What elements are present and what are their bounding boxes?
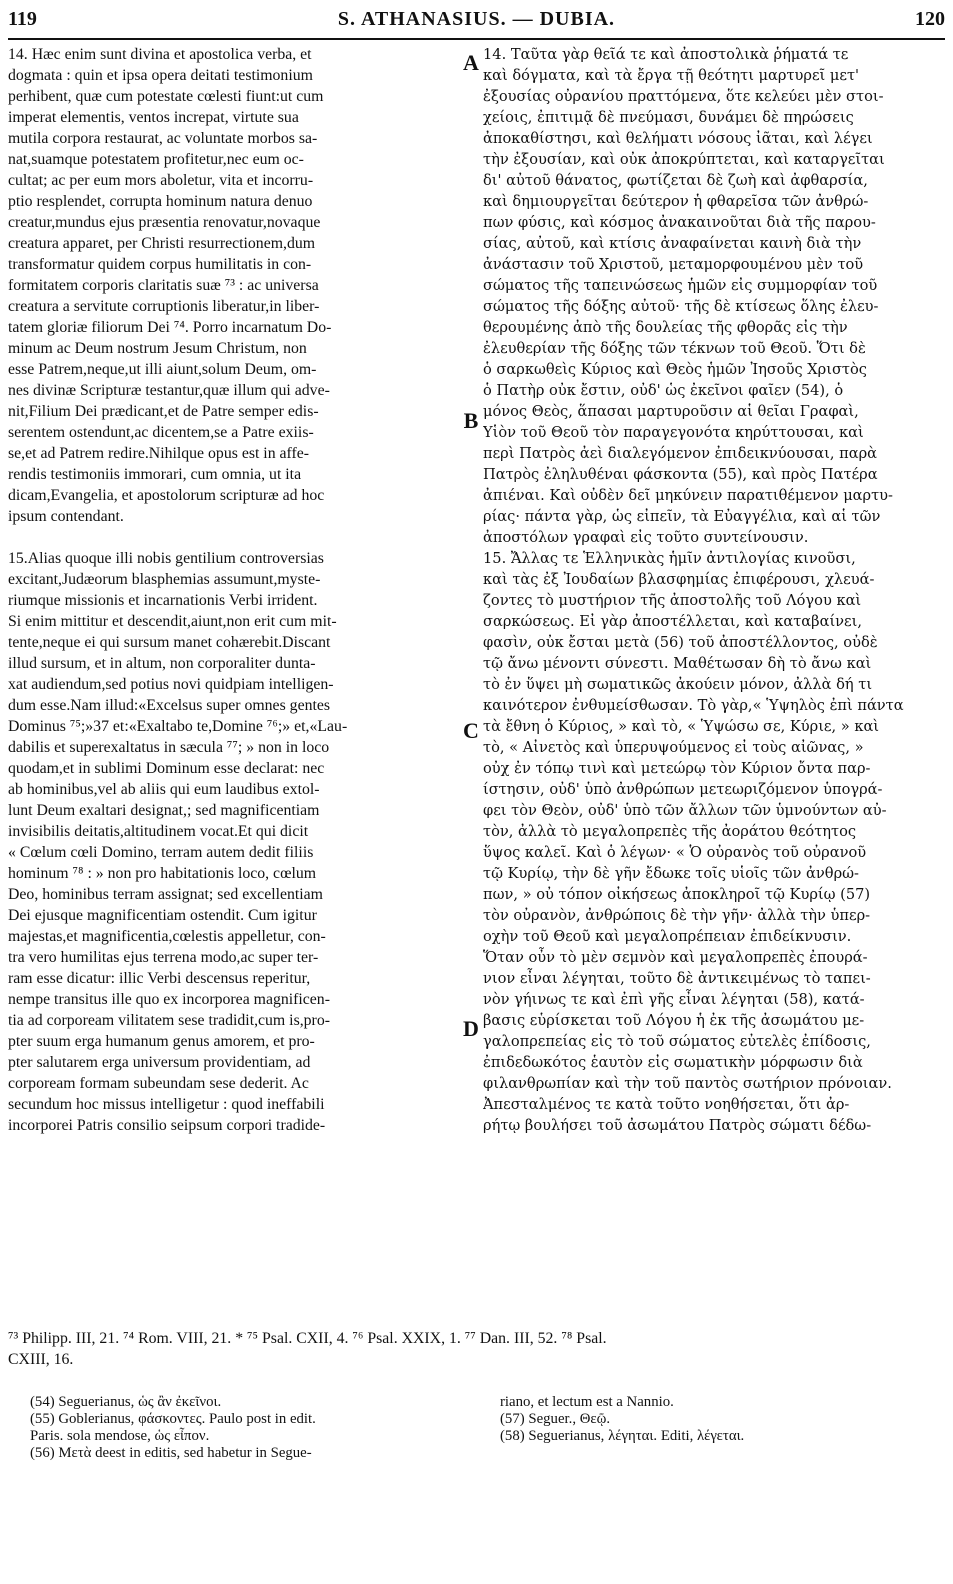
greek-text-line: θερουμένης ἀπὸ τῆς δουλείας τῆς φθορᾶς εἰς τὴν [483, 319, 848, 336]
latin-text-line: dicam,Evangelia, et apostolorum scripturæ ad hoc [8, 487, 325, 504]
greek-text-line: καὶ τὰς ἐξ Ἰουδαίων βλασφημίας ἐπιφέρουσι, χλευά- [483, 571, 875, 588]
margin-letter-a: A [463, 50, 479, 75]
greek-text-line: καινότερον ἐνθυμείσθωσαν. Τὸ γὰρ,« Ὑψηλὸς ἐπὶ πάντα [483, 697, 904, 714]
greek-text-line: ἐξουσίας οὐρανίου πραττόμενα, ὅτε κελεύει μὲν στοι- [483, 88, 884, 105]
running-title: S. ATHANASIUS. — DUBIA. [337, 8, 616, 30]
latin-text-line: ab hominibus,vel ab aliis qui eum laudibus extol- [8, 781, 320, 798]
latin-text-line: tra vero humilitas ejus terrena modo,ac super ter- [8, 949, 319, 966]
latin-text-line: invisibilis deitatis,altitudinem vocat.Et qui dicit [8, 823, 309, 840]
margin-letter-c: C [463, 718, 479, 743]
greek-text-line: μόνος Θεὸς, ἅπασαι μαρτυροῦσιν αἱ θεῖαι Γραφαὶ, [483, 403, 859, 420]
footnote-ref-line: CXIII, 16. [8, 1351, 74, 1368]
latin-text-line: ipsum contendant. [8, 508, 124, 525]
greek-text-line: τὴν ἐξουσίαν, καὶ οὐκ ἀποκρύπτεται, καὶ καταργεῖται [483, 151, 885, 168]
greek-text-line: νιον εἶναι λέγηται, τοῦτο δὲ ἀντικειμένως τὸ ταπει- [483, 970, 871, 987]
greek-text-line: ὁ σαρκωθεὶς Κύριος καὶ Θεὸς ἡμῶν Ἰησοῦς Χριστὸς [483, 361, 867, 378]
latin-text-line: creatura apparet, per Christi resurrectionem,dum [8, 235, 316, 252]
footnote-references [8, 1328, 945, 1370]
latin-text-line: excitant,Judæorum blasphemias assumunt,myste- [8, 571, 321, 588]
latin-text-line: creatura a servitute corruptionis liberatur,in liber- [8, 298, 320, 315]
latin-column [8, 44, 460, 1136]
greek-text-line: τὸ ἐν ὕψει μὴ σωματικῶς ἀκούειν μόνον, ἀλλὰ δή τι [483, 676, 873, 693]
greek-text-line: πων φύσις, καὶ κόσμος ἀνακαινοῦται διὰ τῆς παρου- [483, 214, 876, 231]
latin-text-line: dum esse.Nam illud:«Excelsus super omnes gentes [8, 697, 331, 714]
greek-text-line: σίας, αὐτοῦ, καὶ κτίσις ἀναφαίνεται καινὴ διὰ τὴν [483, 235, 862, 252]
latin-text-line: cultat; ac per eum mors aboletur, vita et incorru- [8, 172, 314, 189]
latin-text-line: Si enim mittitur et descendit,aiunt,non erit cum mit- [8, 613, 337, 630]
latin-text-line [8, 527, 460, 548]
header-rule [8, 38, 945, 40]
latin-text-line: Deo, hominibus terram assignat; sed excellentiam [8, 886, 323, 903]
latin-text-line: corpoream formam subeundam sese dederit. Ac [8, 1075, 309, 1092]
greek-text-line: ρίας· πάντα γὰρ, ὡς εἰπεῖν, τὰ Εὐαγγέλια, καὶ αἱ τῶν [483, 508, 881, 525]
greek-text-line: 15. Ἄλλας τε Ἑλληνικὰς ἡμῖν ἀντιλογίας κινοῦσι, [483, 550, 856, 567]
greek-text-line: ζοντες τὸ μυστήριον τῆς ἀποστολῆς τοῦ Λόγου καὶ [483, 592, 862, 609]
latin-text-line: riumque missionis et incarnationis Verbi irrident. [8, 592, 318, 609]
latin-text-line: lunt Deum exaltari designat,; sed magnificentiam [8, 802, 320, 819]
note-line: (54) Seguerianus, ὡς ἂν ἐκεῖνοι. [30, 1394, 222, 1410]
greek-text-line: τὰ ἔθνη ὁ Κύριος, » καὶ τὸ, « Ὑψώσω σε, Κύριε, » καὶ [483, 718, 880, 735]
latin-text-line: serentem ostendunt,ac dicentem,se a Patre exiis- [8, 424, 314, 441]
greek-text-line: τὸν, ἀλλὰ τὸ μεγαλοπρεπὲς τῆς ἀοράτου θεότητος [483, 823, 857, 840]
latin-text-line: hominum ⁷⁸ : » non pro habitationis loco, cœlum [8, 865, 317, 882]
latin-text-line: secundum hoc missus intelligetur : quod ineffabili [8, 1096, 325, 1113]
greek-text-line: ρήτῳ βουλήσει τοῦ ἀσωμάτου Πατρὸς σώματι δέδω- [483, 1117, 872, 1134]
greek-text-line: νὸν γήινως τε καὶ ἐπὶ γῆς εἶναι λέγηται (58), κατά- [483, 991, 865, 1008]
latin-text-line: transformatur quidem corpus humilitatis in con- [8, 256, 312, 273]
latin-text-line: Dei ejusque magnificentiam ostendit. Cum igitur [8, 907, 317, 924]
greek-text-line: δι' αὐτοῦ θάνατος, φωτίζεται δὲ ζωὴ καὶ ἀφθαρσία, [483, 172, 868, 189]
greek-text-line: οχὴν τοῦ Θεοῦ καὶ μεγαλοπρέπειαν ἐπιδείκνυσιν. [483, 928, 852, 945]
greek-text-line: Ὅταν οὖν τὸ μὲν σεμνὸν καὶ μεγαλοπρεπὲς ἐπουρά- [483, 949, 868, 966]
page-number-left: 119 [8, 8, 37, 30]
latin-text-line: tatem gloriæ filiorum Dei ⁷⁴. Porro incarnatum Do- [8, 319, 332, 336]
greek-text-line: τὸν οὐρανὸν, ἀνθρώποις δὲ τὴν γῆν· ἀλλὰ τὴν ὑπερ- [483, 907, 871, 924]
latin-text-line: majestas,et magnificentia,cœlestis appelletur, con- [8, 928, 326, 945]
margin-letter-d: D [463, 1016, 479, 1041]
greek-text-line: Πατρὸς ἐληλυθέναι φάσκοντα (55), καὶ πρὸς Πατέρα [483, 466, 878, 483]
greek-text-line: βασις εὑρίσκεται τοῦ Λόγου ἡ ἐκ τῆς ἀσωμάτου με- [483, 1012, 865, 1029]
running-header [8, 8, 945, 34]
greek-text-line: ίστησιν, οὐδ' ὑπὸ ἀνθρώπων μετεωριζόμενον ὑπογρά- [483, 781, 883, 798]
greek-text-line: σώματος τῆς ταπεινώσεως ἡμῶν εἰς συμμορφίαν τοῦ [483, 277, 878, 294]
page-number-right: 120 [915, 8, 945, 30]
latin-text-line: Dominus ⁷⁵;»37 et:«Exaltabo te,Domine ⁷⁶;» et,«Lau- [8, 718, 348, 735]
greek-text-line: γαλοπρεπείας εἰς τὸ τοῦ σώματος εὐτελὲς ἐπίδοσις, [483, 1033, 871, 1050]
latin-text-line: quodam,et in sublimi Dominum esse declarat: nec [8, 760, 325, 777]
greek-text-line: ἀνάστασιν τοῦ Χριστοῦ, μεταμορφουμένου μὲν τοῦ [483, 256, 864, 273]
greek-text-line: Ἀπεσταλμένος τε κατὰ τοῦτο νοηθήσεται, ὅτι ἀρ- [483, 1096, 850, 1113]
note-line: (56) Μετὰ deest in editis, sed habetur in Segue- [30, 1445, 312, 1461]
latin-text-line: se,et ad Patrem redire.Nihilque opus est in affe- [8, 445, 310, 462]
latin-text-line: xat audiendum,sed potius novi quidpiam intelligen- [8, 676, 334, 693]
greek-text-line: σώματος τῆς δόξης αὐτοῦ· τῆς δὲ κτίσεως ὅλης ἐλευ- [483, 298, 879, 315]
greek-text-line: σαρκώσεως. Εἰ γὰρ ἀποστέλλεται, καὶ καταβαίνει, [483, 613, 862, 630]
greek-text-line: φασὶν, οὐκ ἔσται μετὰ (56) τοῦ ἀποστέλλοντος, οὐδὲ [483, 634, 878, 651]
greek-text-line: τῷ ἄνω μένοντι σύνεστι. Μαθέτωσαν δὴ τὸ ἄνω καὶ [483, 655, 872, 672]
latin-text-line: dabilis et superexaltatus in sæcula ⁷⁷; » non in loco [8, 739, 330, 756]
greek-text-line: ὁ Πατὴρ οὐκ ἔστιν, οὐδ' ὡς ἐκεῖνοι φαῖεν (54), ὁ [483, 382, 844, 399]
latin-text-line: mutila corpora restaurat, ac voluntate morbos sa- [8, 130, 318, 147]
latin-text-line: tia ad corpoream vilitatem sese tradidit,cum is,pro- [8, 1012, 330, 1029]
latin-text-line: nempe transitus ille quo ex incorporea magnificen- [8, 991, 330, 1008]
latin-text-line: creatur,mundus ejus præsentia renovatur,novaque [8, 214, 321, 231]
latin-text-line: rendis testimoniis immorari, cum omnia, ut ita [8, 466, 302, 483]
greek-text-line: ἀπιέναι. Καὶ οὐδὲν δεῖ μηκύνειν παρατιθέμενον μαρτυ- [483, 487, 893, 504]
greek-text-line: πων, » οὐ τόπον οἰκήσεως ἀποκληροῖ τῷ Κυρίῳ (57) [483, 886, 871, 903]
footnote-ref-line: ⁷³ Philipp. III, 21. ⁷⁴ Rom. VIII, 21. * ⁷⁵ Psal. CXII, 4. ⁷⁶ Psal. XXIX, 1. ⁷⁷ Dan. III, 52. ⁷⁸ Psal. [8, 1330, 607, 1347]
critical-notes-left [30, 1394, 470, 1462]
latin-text-line: formitatem corporis claritatis suæ ⁷³ : ac universa [8, 277, 319, 294]
latin-text-line: nat,suamque potestatem profitetur,nec eum oc- [8, 151, 304, 168]
greek-text-line: φιλανθρωπίαν καὶ τὴν τοῦ παντὸς σωτήριον πρόνοιαν. [483, 1075, 892, 1092]
greek-text-line: ἀποστόλων γραφαὶ εἰς τοῦτο συντείνουσιν. [483, 529, 809, 546]
greek-text-line: τὸ, « Αἰνετὸς καὶ ὑπερυψούμενος εἰ τοὺς αἰῶνας, » [483, 739, 864, 756]
latin-text-line: pter suum erga humanum genus amorem, et pro- [8, 1033, 315, 1050]
latin-text-line: minum ac Deum nostrum Jesum Christum, non [8, 340, 307, 357]
greek-text-line: ἐλευθερίαν τῆς δόξης τῶν τέκνων τοῦ Θεοῦ. Ὅτι δὲ [483, 340, 866, 357]
latin-text-line: tente,neque ei qui sursum manet cohærebit.Discant [8, 634, 331, 651]
greek-text-line: ἐπιδεδωκότος ἑαυτὸν εἰς σωματικὴν μόρφωσιν διὰ [483, 1054, 863, 1071]
latin-text-line: dogmata : quin et ipsa opera deitati testimonium [8, 67, 313, 84]
latin-text-line: ptio resplendet, corrupta hominum natura denuo [8, 193, 313, 210]
latin-text-line: incorporei Patris consilio seipsum corpori tradide- [8, 1117, 326, 1134]
latin-text-line: nes divinæ Scripturæ testantur,quæ illum qui adve- [8, 382, 330, 399]
critical-notes-right [500, 1394, 940, 1445]
latin-text-line: esse Patrem,neque,ut illi aiunt,solum Deum, om- [8, 361, 317, 378]
latin-text-line: pter salutarem erga universum providentiam, ad [8, 1054, 311, 1071]
latin-text-line: « Cœlum cœli Domino, terram autem dedit filiis [8, 844, 314, 861]
latin-text-line: imperat elementis, ventos increpat, virtute sua [8, 109, 299, 126]
note-line: (58) Seguerianus, λέγηται. Editi, λέγεται. [500, 1428, 745, 1444]
latin-text-line: nit,Filium Dei prædicant,et de Patre semper edis- [8, 403, 319, 420]
note-line: Paris. sola mendose, ὡς εἶπον. [30, 1428, 210, 1444]
latin-text-line: 14. Hæc enim sunt divina et apostolica verba, et [8, 46, 312, 63]
greek-text-line: καὶ δόγματα, καὶ τὰ ἔργα τῇ θεότητι μαρτυρεῖ μετ' [483, 67, 860, 84]
note-line: (55) Goblerianus, φάσκοντες. Paulo post in edit. [30, 1411, 316, 1427]
greek-text-line: τῷ Κυρίῳ, τὴν δὲ γῆν ἔδωκε τοῖς υἱοῖς τῶν ἀνθρώ- [483, 865, 859, 882]
note-line: (57) Seguer., Θεῷ. [500, 1411, 611, 1427]
greek-text-line: καὶ δημιουργεῖται δεύτερον ἡ φθαρεῖσα τῶν ἀνθρώ- [483, 193, 869, 210]
margin-letter-b: B [463, 408, 479, 433]
greek-text-line: φει τὸν Θεὸν, οὐδ' ὑπὸ τῶν ἄλλων τῶν ὑμνούντων αὐ- [483, 802, 887, 819]
latin-text-line: ram esse dicatur: illic Verbi descensus reperitur, [8, 970, 311, 987]
greek-text-line: περὶ Πατρὸς ἀεὶ διαλεγόμενον ἐπιδεικνύουσαι, παρὰ [483, 445, 878, 462]
note-line: riano, et lectum est a Nannio. [500, 1394, 674, 1410]
greek-text-line: ἀποκαθίστησι, καὶ θελήματι νόσους ἰᾶται, καὶ λέγει [483, 130, 873, 147]
latin-text-line: 15.Alias quoque illi nobis gentilium controversias [8, 550, 324, 567]
greek-text-line: Υἱὸν τοῦ Θεοῦ τὸν παραγεγονότα κηρύττουσαι, καὶ [483, 424, 864, 441]
greek-text-line: ὕψος καλεῖ. Καὶ ὁ λέγων· « Ὁ οὐρανὸς τοῦ οὐρανοῦ [483, 844, 867, 861]
greek-column [483, 44, 945, 1136]
latin-text-line: perhibent, quæ cum potestate cœlesti fiunt:ut cum [8, 88, 324, 105]
greek-text-line: χείοις, ἐπιτιμᾷ δὲ πνεύμασι, δυνάμει δὲ πηρώσεις [483, 109, 854, 126]
latin-text-line: illud sursum, et in altum, non corporaliter dunta- [8, 655, 316, 672]
greek-text-line: οὐχ ἐν τόπῳ τινὶ καὶ μετεώρῳ τὸν Κύριον ὄντα παρ- [483, 760, 871, 777]
greek-text-line: 14. Ταῦτα γὰρ θεῖά τε καὶ ἀποστολικὰ ῥήματά τε [483, 46, 849, 63]
